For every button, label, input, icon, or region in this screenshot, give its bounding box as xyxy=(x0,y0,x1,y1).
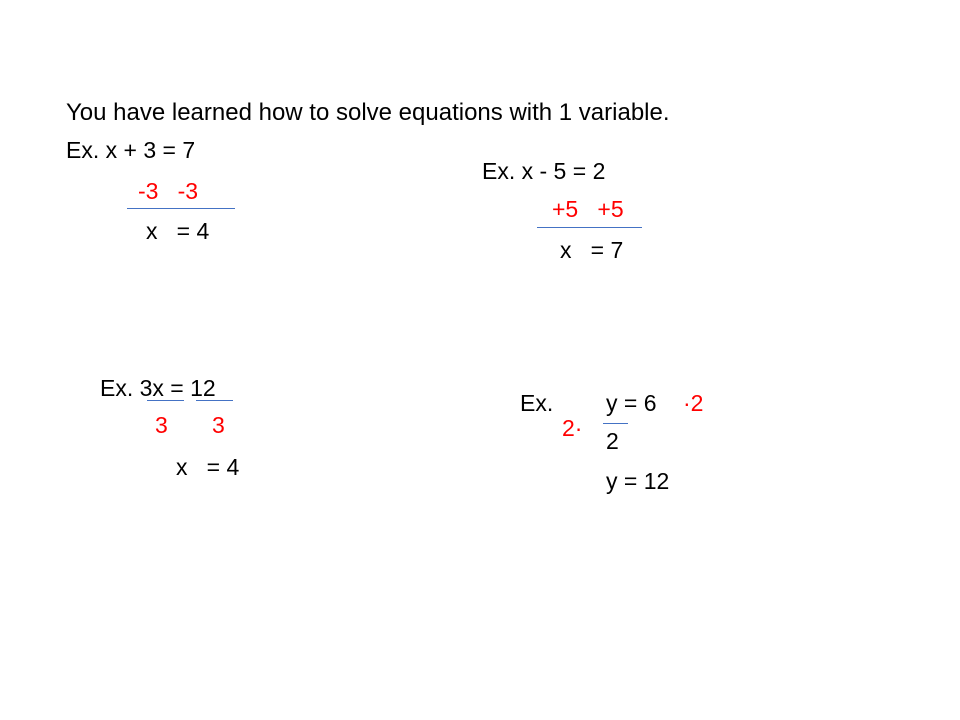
example-1-equation: Ex. x + 3 = 7 xyxy=(66,137,196,163)
example-3-divisor-left: 3 xyxy=(155,412,168,438)
example-4-multiplier-left: 2· xyxy=(562,415,583,441)
example-3-equation: Ex. 3x = 12 xyxy=(100,375,216,401)
example-1-operation: -3 -3 xyxy=(138,178,199,204)
example-1-result: x = 4 xyxy=(146,218,210,244)
example-2-operation: +5 +5 xyxy=(552,196,624,222)
example-3-result: x = 4 xyxy=(176,454,240,480)
example-3-divisor-right: 3 xyxy=(212,412,225,438)
example-4-result: y = 12 xyxy=(606,468,670,494)
example-3-fraction-bar-left xyxy=(147,400,184,401)
example-4-fraction-bar xyxy=(603,423,628,424)
heading: You have learned how to solve equations with 1 variable. xyxy=(66,99,670,126)
example-4-equation: y = 6 xyxy=(606,390,657,416)
example-1-rule xyxy=(127,208,235,209)
example-2-equation: Ex. x - 5 = 2 xyxy=(482,158,606,184)
example-4-multiplier-right: ·2 xyxy=(683,390,704,416)
example-2-rule xyxy=(537,227,642,228)
example-4-denominator: 2 xyxy=(606,428,619,454)
example-2-result: x = 7 xyxy=(560,237,624,263)
example-4-label: Ex. xyxy=(520,390,554,416)
example-3-fraction-bar-right xyxy=(196,400,233,401)
